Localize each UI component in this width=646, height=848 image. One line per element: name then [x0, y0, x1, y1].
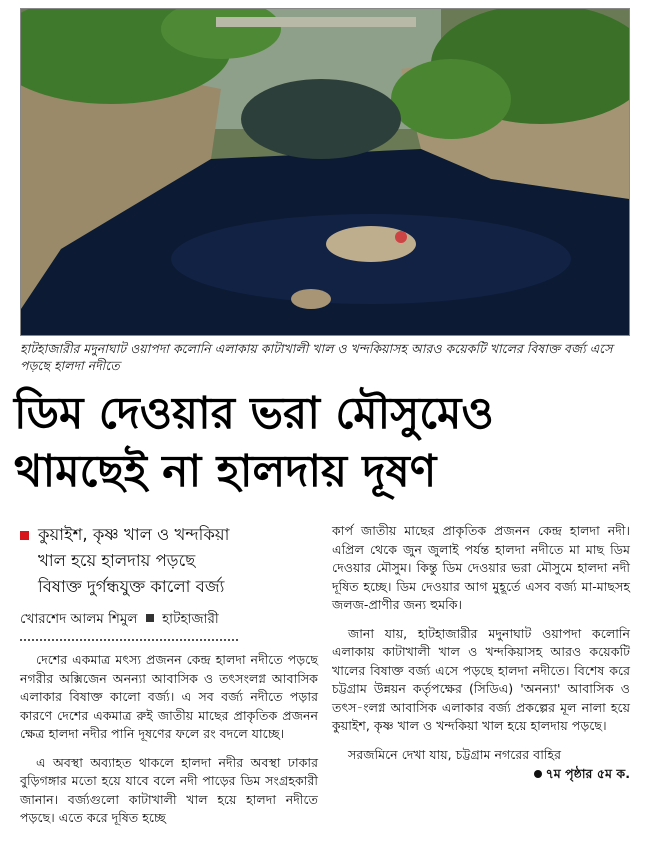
byline-location: হাটহাজারী [162, 611, 219, 627]
headline-line-1: ডিম দেওয়ার ভরা মৌসুমেও [14, 388, 494, 439]
news-photo [20, 8, 630, 336]
right-column [332, 522, 630, 786]
dotted-divider [20, 639, 238, 641]
lead-summary [20, 522, 318, 600]
lead-line-2: খাল হয়ে হালদায় পড়ছে [38, 551, 196, 570]
body-paragraph: সরজমিনে দেখা যায়, চট্টগ্রাম নগরের বাহির [348, 746, 561, 762]
photo-caption: হাটহাজারীর মদুনাঘাট ওয়াপদা কলোনি এলাকায় কাটাখালী খাল ও খন্দকিয়াসহ আরও কয়েকটি খালের বিষাক্ত বর্জ্য এসে পড়ছে হালদা নদীতে [20, 341, 613, 373]
red-square-bullet-icon [20, 531, 29, 540]
lead-line-3: বিষাক্ত দুর্গন্ধযুক্ত কালো বর্জ্য [38, 577, 225, 596]
continued-on-page[interactable] [332, 766, 630, 786]
headline-line-2: থামছেই না হালদায় দূষণ [14, 446, 437, 497]
body-paragraph: জানা যায়, হাটহাজারীর মদুনাঘাট ওয়াপদা কলোনি এলাকায় কাটাখালী খাল ও খন্দকিয়াসহ আরও কয়েকটি খালের বিষাক্ত বর্জ্য এসে পড়ছে হালদা নদীতে। বিশেষ করে চট্টগ্রাম উন্নয়ন কর্তৃপক্ষের (সিডিএ) 'অনন্যা' আবাসিক ও তৎস-ংলগ্ন আবাসিক এলাকার বর্জ্য প্রকল্পের মূল নালা হয়ে কুয়াইশ, কৃষ্ণ খাল ও খন্দকিয়া খাল হয়ে হালদায় পড়ছে। [332, 625, 630, 733]
body-paragraph: কার্প জাতীয় মাছের প্রাকৃতিক প্রজনন কেন্দ্র হালদা নদী। এপ্রিল থেকে জুন জুলাই পর্যন্ত হালদা নদীতে মা মাছ ডিম দেওয়ার মৌসুম। কিন্তু ডিম দেওয়ার ভরা মৌসুমে হালদা নদী দূষিত হচ্ছে। ডিম দেওয়ার আগ মুহূর্তে এসব বর্জ্য মা-মাছসহ জলজ-প্রাণীর জন্য হুমকি। [332, 523, 630, 612]
byline [20, 608, 318, 631]
left-column [20, 522, 318, 828]
bullet-dot-icon [534, 770, 542, 778]
lead-line-1: কুয়াইশ, কৃষ্ণ খাল ও খন্দকিয়া [38, 525, 230, 544]
byline-author: খোরশেদ আলম শিমুল [20, 611, 138, 627]
canal-photo-illustration [21, 9, 629, 335]
body-paragraph: এ অবস্থা অব্যাহত থাকলে হালদা নদীর অবস্থা ঢাকার বুড়িগঙ্গার মতো হয়ে যাবে বলে নদী পাড়ের ডিম সংগ্রহকারী জানান। বর্জ্যগুলো কাটাখালী খাল হয়ে হালদা নদীতে পড়ছে। এতে করে দূষিত হচ্ছে [20, 754, 318, 825]
jump-label: ৭ম পৃষ্ঠার ৫ম ক. [545, 766, 630, 781]
headline [14, 385, 634, 501]
square-separator-icon [146, 614, 154, 622]
body-paragraph: দেশের একমাত্র মৎস্য প্রজনন কেন্দ্র হালদা নদীতে পড়ছে নগরীর অক্সিজেন অনন্যা আবাসিক ও তৎসংলগ্ন আবাসিক এলাকার বিষাক্ত কালো বর্জ্য। এ সব বর্জ্য নদীতে পড়ার কারণে দেশের একমাত্র রুই জাতীয় মাছের প্রাকৃতিক প্রজনন ক্ষেত্র হালদা নদীর পানি দূষণের ফলে রং বদলে যাচ্ছে। [20, 652, 318, 741]
